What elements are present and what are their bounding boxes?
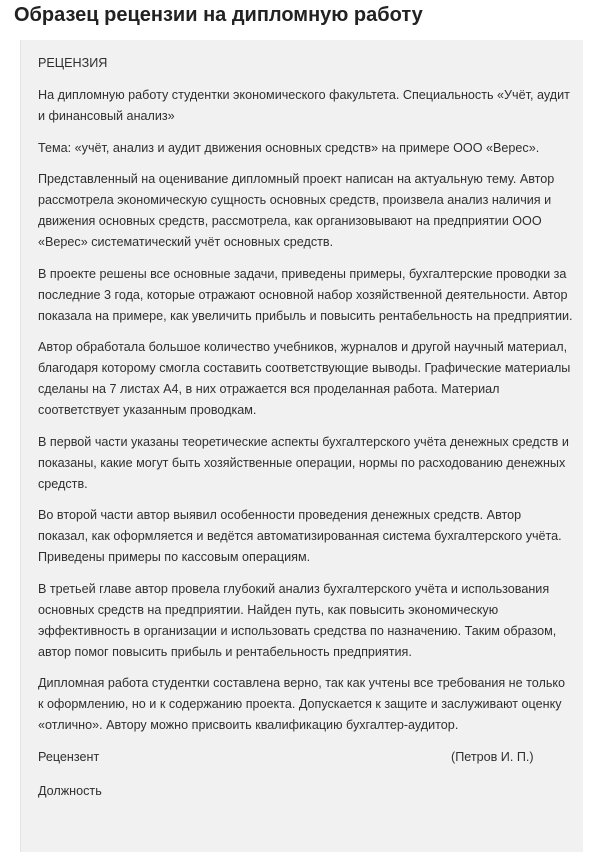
review-heading: РЕЦЕНЗИЯ <box>38 56 108 70</box>
position-label: Должность <box>38 783 102 798</box>
review-paragraph-intro: На дипломную работу студентки экономического факультета. Специальность «Учёт, аудит и финансовый анализ» <box>38 88 570 123</box>
reviewer-name: (Петров И. П.) <box>451 749 534 764</box>
review-paragraph: Представленный на оценивание дипломный проект написан на актуальную тему. Автор рассмотрела экономическую сущность основных средств, произвела анализ наличия и движения основных средств, рассмотрела, как организовывают на предприятии ООО «Верес» систематический учёт основных средств. <box>38 172 555 249</box>
review-paragraph: Автор обработала большое количество учебников, журналов и другой научный материал, благодаря которому смогла составить соответствующие выводы. Графические материалы сделаны на 7 листах А4, в них отражается вся проделанная работа. Материал соответствует указанным проводкам. <box>38 340 571 417</box>
review-paragraph: В проекте решены все основные задачи, приведены примеры, бухгалтерские проводки за последние 3 года, которые отражают основной набор хозяйственной деятельности. Автор показала на примере, как увеличить прибыль и повысить рентабельность на предприятии. <box>38 266 573 323</box>
review-paragraph: В первой части указаны теоретические аспекты бухгалтерского учёта денежных средств и показаны, какие могут быть хозяйственные операции, нормы по расходованию денежных средств. <box>38 434 569 491</box>
page-title: Образец рецензии на дипломную работу <box>14 4 423 26</box>
review-paragraph: В третьей главе автор провела глубокий анализ бухгалтерского учёта и использования основных средств на предприятии. Найден путь, как повысить экономическую эффективность в организации и использовать средства по назначению. Таким образом, автор помог повысить прибыль и рентабельность предприятия. <box>38 581 557 659</box>
reviewer-label: Рецензент <box>38 749 100 764</box>
review-content <box>38 53 573 802</box>
review-paragraph-conclusion: Дипломная работа студентки составлена верно, так как учтены все требования не только к оформлению, но и к содержанию проекта. Допускается к защите и заслуживают оценку «отлично». Автору можно присвоить квалификацию бухгалтер-аудитор. <box>38 676 566 732</box>
signature-row <box>38 747 573 768</box>
review-paragraph-topic: Тема: «учёт, анализ и аудит движения основных средств» на примере ООО «Верес». <box>38 140 540 155</box>
review-box <box>20 40 583 852</box>
review-paragraph: Во второй части автор выявил особенности проведения денежных средств. Автор показал, как оформляется и ведётся автоматизированная система бухгалтерского учёта. Приведены примеры по кассовым операциям. <box>38 508 562 564</box>
